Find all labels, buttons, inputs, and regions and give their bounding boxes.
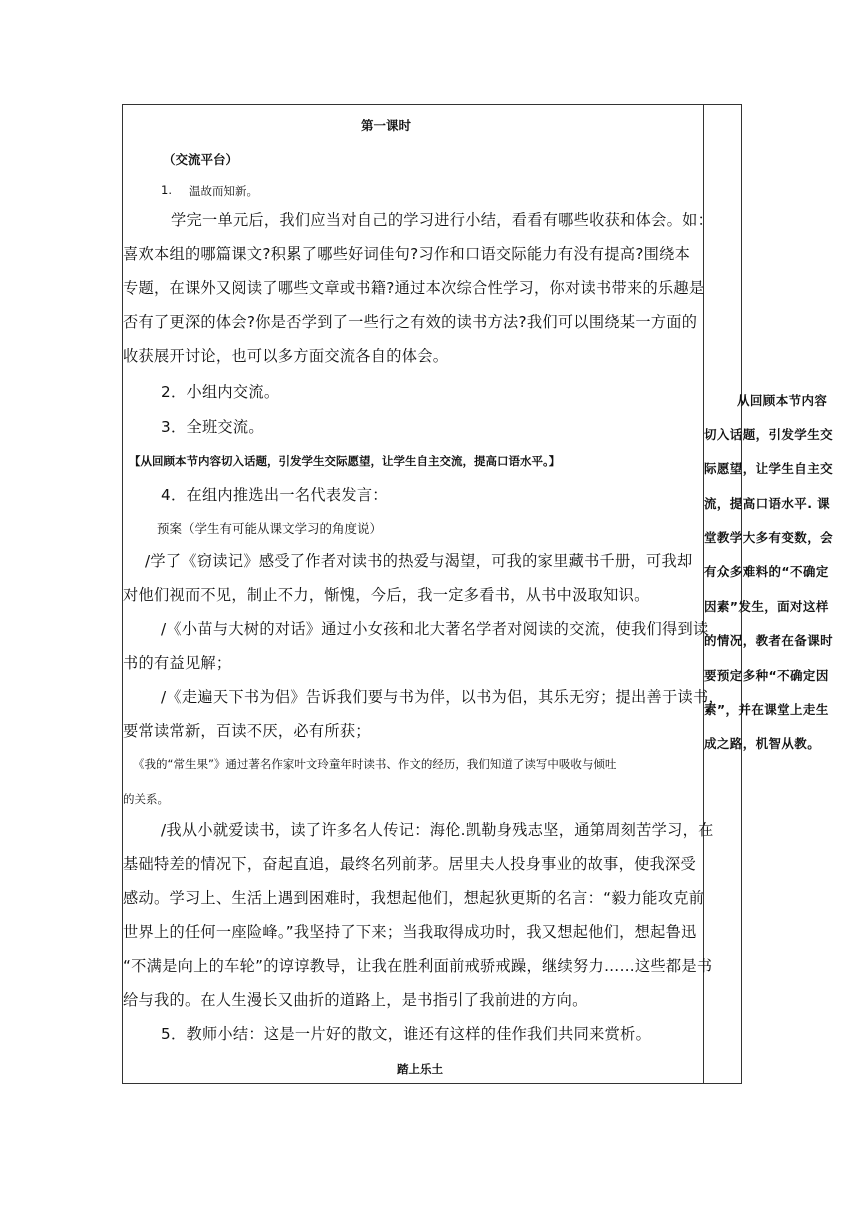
item1-text: 温故而知新。	[189, 184, 258, 198]
main-content-cell	[123, 105, 724, 1083]
para1-line: 否有了更深的体会?你是否学到了一些行之有效的读书方法?我们可以围绕某一方面的	[123, 313, 698, 331]
side-note-line: 因素”发生，面对这样	[704, 599, 829, 614]
answer-e-line: 基础特差的情况下，奋起直追，最终名列前茅。居里夫人投身事业的故事，使我深受	[123, 855, 697, 873]
answer-b-line: /《小苗与大树的对话》通过小女孩和北大著名学者对阅读的交流，使我们得到读	[161, 620, 709, 638]
lesson-plan-table	[122, 104, 834, 1084]
item4: 4．在组内推选出一名代表发言：	[161, 486, 388, 504]
side-note-line: 要预定多种“不确定因	[704, 668, 829, 683]
answer-e-line: “不满是向上的车轮”的谆谆教导，让我在胜利面前戒骄戒躁，继续努力……这些都是书	[123, 957, 713, 975]
side-notes-cell	[704, 105, 842, 1083]
answer-d-line: 的关系。	[123, 792, 169, 806]
answer-d-line: 《我的“常生果”》通过著名作家叶文玲童年时读书、作文的经历，我们知道了读写中吸收与倾吐	[133, 757, 617, 771]
answer-c-line: 要常读常新，百读不厌，必有所获；	[123, 722, 371, 740]
side-note-line: 的情况，教者在备课时	[704, 633, 834, 648]
answer-c-line: /《走遍天下书为侣》告诉我们要与书为伴，以书为侣，其乐无穷；提出善于读书，	[161, 688, 724, 706]
para1-line: 专题，在课外又阅读了哪些文章或书籍?通过本次综合性学习，你对读书带来的乐趣是	[123, 279, 705, 297]
side-note-line: 素”，并在课堂上走生	[704, 702, 829, 717]
side-note-line: 流，提高口语水平. 课	[704, 496, 831, 511]
answer-e-line: 世界上的任何一座险峰。”我坚持了下来；当我取得成功时，我又想起他们，想起鲁迅	[123, 923, 697, 941]
answer-e-line: 给与我的。在人生漫长又曲折的道路上，是书指引了我前进的方向。	[123, 991, 588, 1009]
answer-a-line: 对他们视而不见，制止不力，惭愧，今后，我一定多看书，从书中汲取知识。	[123, 586, 650, 604]
side-note-line: 成之路，机智从教。	[704, 736, 821, 751]
section-heading: （交流平台）	[163, 152, 239, 167]
para1-line: 喜欢本组的哪篇课文?积累了哪些好词佳句?习作和口语交际能力有没有提高?围绕本	[123, 245, 691, 263]
para1-line: 收获展开讨论，也可以多方面交流各自的体会。	[123, 347, 449, 365]
answer-a-line: /学了《窃读记》感受了作者对读书的热爱与渴望，可我的家里藏书千册，可我却	[145, 552, 693, 570]
item5: 5．教师小结：这是一片好的散文，谁还有这样的佳作我们共同来赏析。	[161, 1025, 652, 1043]
answer-e-line: /我从小就爱读书，读了许多名人传记：海伦.凯勒身残志坚，通第周刻苦学习，在	[161, 821, 714, 839]
answer-b-line: 书的有益见解；	[123, 654, 232, 672]
side-note-line: 从回顾本节内容	[737, 393, 828, 408]
para1-line: 学完一单元后，我们应当对自己的学习进行小结，看看有哪些收获和体会。如：	[171, 211, 714, 229]
item1-number: 1.	[161, 183, 172, 197]
answer-e-line: 感动。学习上、生活上遇到困难时，我想起他们，想起狄更斯的名言：“毅力能攻克前	[123, 889, 705, 907]
side-note-line: 堂教学大多有变数，会	[704, 530, 834, 545]
side-note-line: 有众多难料的“不确定	[704, 564, 829, 579]
lesson-title: 第一课时	[361, 118, 412, 133]
item3: 3．全班交流。	[161, 418, 264, 436]
next-section-title: 踏上乐土	[397, 1062, 443, 1076]
teaching-note: 【从回顾本节内容切入话题，引发学生交际愿望，让学生自主交流，提高口语水平。】	[129, 454, 561, 468]
preplan-label: 预案（学生有可能从课文学习的角度说）	[157, 521, 383, 536]
item2: 2．小组内交流。	[161, 383, 280, 401]
side-note-line: 际愿望，让学生自主交	[704, 461, 834, 476]
side-note-line: 切入话题，引发学生交	[704, 427, 834, 442]
